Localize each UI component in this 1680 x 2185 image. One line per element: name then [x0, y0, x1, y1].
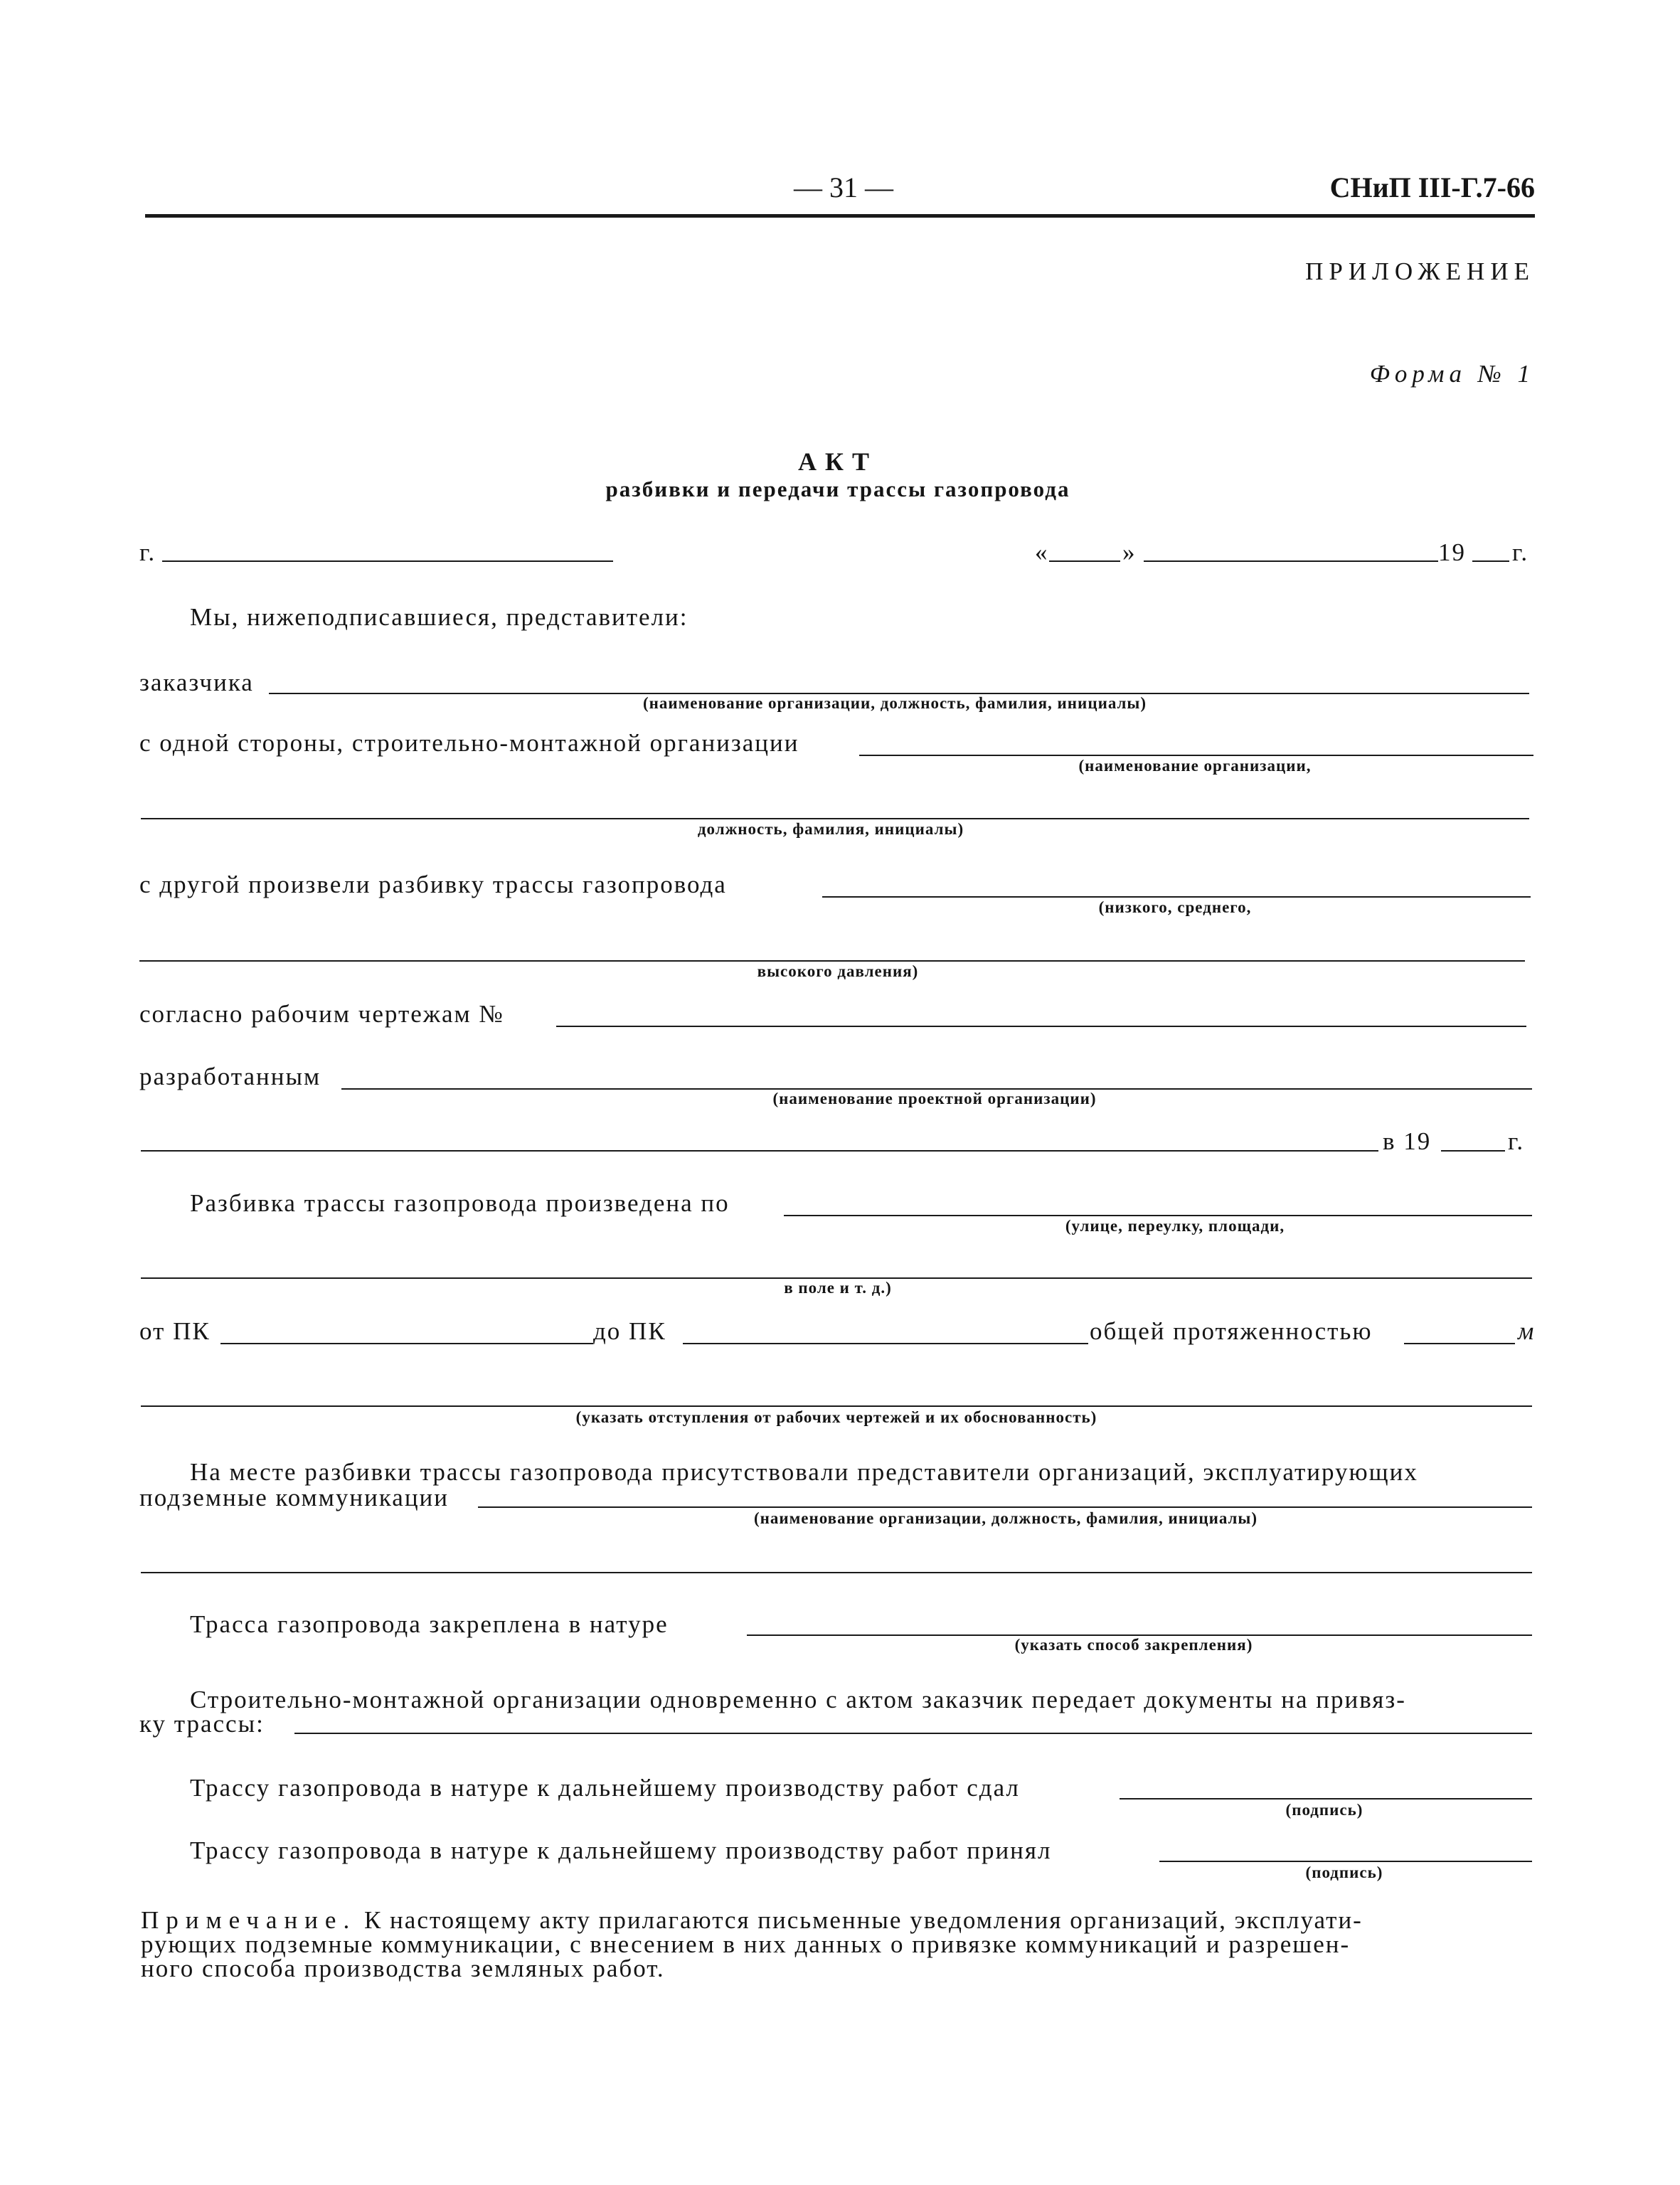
presence-hint: (наименование организации, должность, фамилия, инициалы) [753, 1509, 1258, 1527]
contractor-label: с одной стороны, строительно-монтажной организации [139, 729, 799, 757]
handed-label: Трассу газопровода в натуре к дальнейшему производству работ сдал [190, 1774, 1020, 1802]
act-title: АКТ [797, 447, 878, 476]
header-rule [145, 214, 1535, 218]
length-unit: м [1518, 1317, 1536, 1345]
city-prefix: г. [139, 538, 156, 566]
documents-text-1: Строительно-монтажной организации одновременно с актом заказчик передает документы на привяз- [190, 1686, 1406, 1713]
page-number: — 31 — [794, 171, 893, 203]
year-prefix: 19 [1438, 538, 1466, 566]
route-label: Разбивка трассы газопровода произведена по [190, 1189, 730, 1217]
contractor-field-2 [141, 818, 1529, 819]
quote-open: « [1035, 538, 1049, 566]
note-line-3: ного способа производства земляных работ. [141, 1955, 665, 1982]
contractor-field [859, 755, 1533, 756]
form-number: Форма № 1 [1369, 360, 1535, 388]
act-subtitle: разбивки и передачи трассы газопровода [605, 477, 1070, 501]
pk-from-field [220, 1343, 593, 1344]
developed-label: разработанным [139, 1063, 321, 1090]
year-suffix: г. [1512, 538, 1529, 566]
designer-year-suffix: г. [1508, 1127, 1525, 1155]
drawings-label: согласно рабочим чертежам № [139, 1000, 504, 1028]
presence-text-1: На месте разбивки трассы газопровода присутствовали представители организаций, эксплуатирующих [190, 1458, 1418, 1486]
pressure-field [822, 896, 1531, 898]
pk-to-label: до ПК [593, 1317, 666, 1345]
customer-label: заказчика [139, 669, 254, 696]
month-field [1144, 560, 1438, 562]
route-hint-2: в поле и т. д.) [784, 1279, 892, 1297]
route-field [784, 1215, 1532, 1216]
designer-year-field [1441, 1150, 1505, 1152]
designer-field-2 [141, 1150, 1378, 1152]
city-field [162, 560, 613, 562]
pressure-hint-1: (низкого, среднего, [1098, 898, 1252, 916]
deviations-field [141, 1405, 1532, 1407]
document-code: СНиП III-Г.7-66 [1329, 171, 1535, 203]
drawings-field [556, 1026, 1526, 1027]
presence-text-2: подземные коммуникации [139, 1484, 450, 1511]
day-field [1049, 560, 1120, 562]
pressure-hint-2: высокого давления) [757, 962, 919, 980]
note-line-2: рующих подземные коммуникации, с внесением в них данных о привязке коммуникаций и разрешен- [141, 1930, 1351, 1958]
designer-hint: (наименование проектной организации) [772, 1090, 1097, 1107]
fixed-label: Трасса газопровода закреплена в натуре [190, 1610, 669, 1638]
intro-text: Мы, нижеподписавшиеся, представители: [190, 603, 689, 631]
documents-field [294, 1733, 1532, 1734]
designer-year-prefix: в 19 [1383, 1127, 1432, 1155]
accepted-signature-field [1159, 1861, 1532, 1862]
quote-close: » [1122, 538, 1137, 566]
handed-hint: (подпись) [1285, 1801, 1363, 1819]
note-text-1: К настоящему акту прилагаются письменные уведомления организаций, эксплуати- [363, 1906, 1363, 1934]
fixed-hint: (указать способ закрепления) [1014, 1636, 1253, 1654]
pk-from-label: от ПК [139, 1317, 211, 1345]
presence-field [478, 1506, 1532, 1508]
contractor-hint-1: (наименование организации, [1078, 757, 1312, 775]
year-field [1472, 560, 1509, 562]
note-prefix: Примечание. [141, 1906, 357, 1934]
accepted-hint: (подпись) [1305, 1864, 1383, 1881]
customer-hint: (наименование организации, должность, фамилия, инициалы) [642, 694, 1147, 712]
route-hint-1: (улице, переулку, площади, [1065, 1217, 1285, 1235]
pressure-field-2 [139, 960, 1525, 962]
appendix-label: ПРИЛОЖЕНИЕ [1305, 257, 1535, 285]
documents-text-2: ку трассы: [139, 1710, 265, 1738]
pressure-label: с другой произвели разбивку трассы газопровода [139, 871, 727, 898]
length-label: общей протяженностью [1090, 1317, 1373, 1345]
deviations-hint: (указать отступления от рабочих чертежей и их обоснованность) [575, 1408, 1097, 1426]
accepted-label: Трассу газопровода в натуре к дальнейшему производству работ принял [190, 1836, 1052, 1864]
contractor-hint-2: должность, фамилия, инициалы) [697, 820, 964, 838]
presence-field-2 [141, 1572, 1532, 1573]
length-field [1404, 1343, 1515, 1344]
handed-signature-field [1120, 1798, 1532, 1799]
pk-to-field [683, 1343, 1088, 1344]
